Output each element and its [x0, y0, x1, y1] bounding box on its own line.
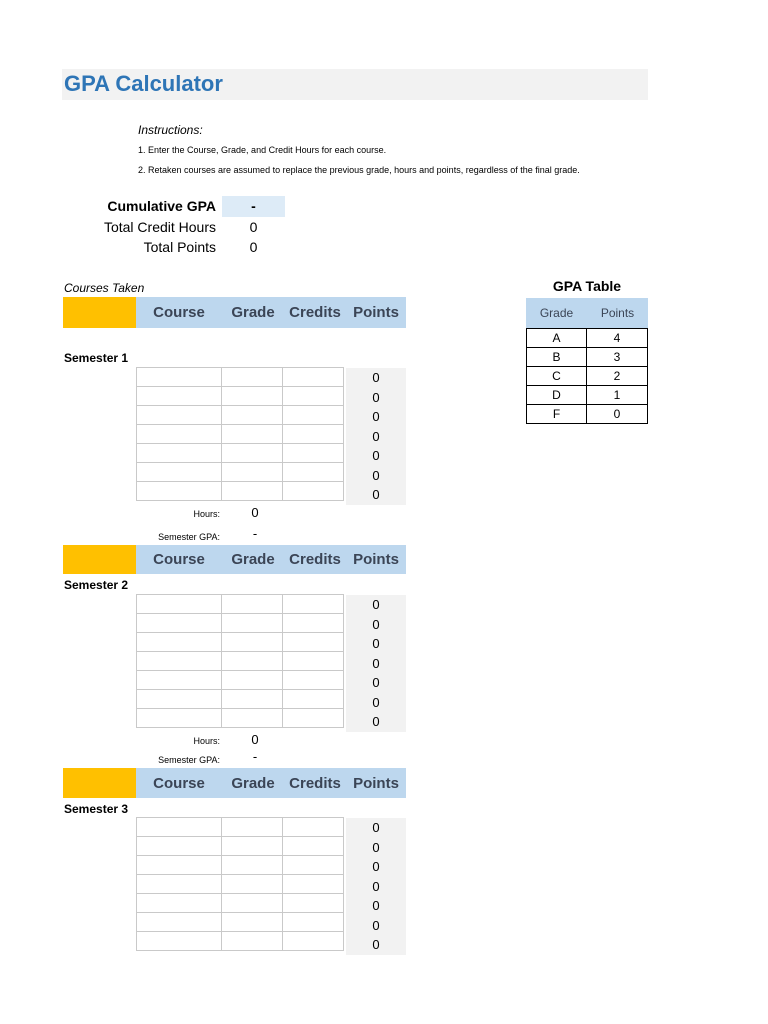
total-points-value: 0	[249, 239, 258, 255]
credits-cell[interactable]	[283, 671, 344, 690]
column-grade: Grade	[231, 551, 275, 568]
column-credits: Credits	[289, 304, 341, 321]
table-row	[137, 837, 344, 856]
grade-cell: D	[527, 386, 587, 405]
gpa-table-row	[527, 348, 648, 367]
points-cell: 0	[372, 487, 380, 502]
grade-cell[interactable]	[222, 463, 283, 482]
course-cell[interactable]	[137, 690, 222, 709]
table-row	[137, 425, 344, 444]
table-row	[137, 875, 344, 894]
table-row	[137, 652, 344, 671]
semester-label: Semester 2	[64, 578, 129, 592]
column-credits: Credits	[289, 774, 341, 792]
course-entry-grid	[136, 594, 344, 728]
table-row	[137, 690, 344, 709]
table-row	[137, 671, 344, 690]
course-cell[interactable]	[137, 444, 222, 463]
points-cell: 0	[372, 370, 380, 385]
points-column	[346, 595, 406, 732]
cumulative-gpa-value: -	[251, 198, 256, 214]
table-row	[137, 387, 344, 406]
credits-cell[interactable]	[283, 368, 344, 387]
grade-cell: C	[527, 367, 587, 386]
grade-cell[interactable]	[222, 406, 283, 425]
instruction-line-1: 1. Enter the Course, Grade, and Credit Hours for each course.	[138, 145, 387, 155]
table-row	[137, 894, 344, 913]
points-cell: 0	[372, 917, 380, 933]
course-table-header	[136, 545, 406, 574]
table-row	[137, 932, 344, 951]
course-entry-grid	[136, 367, 344, 501]
table-row	[137, 633, 344, 652]
points-cell: 0	[372, 389, 380, 405]
course-cell[interactable]	[137, 406, 222, 425]
points-column	[346, 818, 406, 955]
grade-cell[interactable]	[222, 444, 283, 463]
credits-cell[interactable]	[283, 894, 344, 913]
grade-cell[interactable]	[222, 875, 283, 894]
credits-cell[interactable]	[283, 837, 344, 856]
grade-cell[interactable]	[222, 894, 283, 913]
gpa-table-title: GPA Table	[552, 278, 622, 294]
grade-cell: B	[527, 348, 587, 367]
table-row	[137, 709, 344, 728]
table-row	[137, 444, 344, 463]
points-cell: 0	[372, 636, 380, 651]
hours-label: Hours:	[193, 736, 220, 746]
points-cell: 0	[372, 898, 380, 913]
grade-cell: A	[527, 329, 587, 348]
grade-cell[interactable]	[222, 671, 283, 690]
credits-cell[interactable]	[283, 652, 344, 671]
points-column	[346, 368, 406, 505]
grade-cell: F	[527, 405, 587, 424]
course-cell[interactable]	[137, 463, 222, 482]
grade-cell[interactable]	[222, 368, 283, 387]
header-accent-cell	[63, 768, 136, 798]
gpa-table-row	[527, 329, 648, 348]
table-row	[137, 595, 344, 614]
hours-value: 0	[251, 732, 259, 747]
points-cell: 0	[372, 859, 380, 874]
course-cell[interactable]	[137, 709, 222, 728]
credits-cell[interactable]	[283, 463, 344, 482]
gpa-table-row	[527, 405, 648, 424]
points-cell: 0	[372, 694, 380, 710]
points-value-cell: 0	[587, 405, 648, 424]
points-value-cell: 1	[587, 386, 648, 405]
credits-cell[interactable]	[283, 387, 344, 406]
grade-cell[interactable]	[222, 913, 283, 932]
course-cell[interactable]	[137, 425, 222, 444]
course-cell[interactable]	[137, 482, 222, 501]
credits-cell[interactable]	[283, 633, 344, 652]
points-cell: 0	[372, 878, 380, 894]
points-cell: 0	[372, 839, 380, 855]
gpa-table-row	[527, 367, 648, 386]
course-table-header	[136, 768, 406, 798]
grade-cell[interactable]	[222, 856, 283, 875]
grade-cell[interactable]	[222, 652, 283, 671]
semester-gpa-value: -	[252, 749, 258, 764]
course-cell[interactable]	[137, 633, 222, 652]
credits-cell[interactable]	[283, 690, 344, 709]
courses-taken-label: Courses Taken	[64, 281, 145, 295]
points-cell: 0	[372, 597, 380, 612]
column-grade: Grade	[231, 774, 275, 792]
semester-gpa-value: -	[252, 526, 258, 541]
course-cell[interactable]	[137, 894, 222, 913]
gpa-table-grade-header: Grade	[539, 306, 574, 320]
credits-cell[interactable]	[283, 482, 344, 501]
semester-gpa-label: Semester GPA:	[158, 532, 220, 542]
credits-cell[interactable]	[283, 444, 344, 463]
column-points: Points	[353, 304, 399, 321]
grade-cell[interactable]	[222, 482, 283, 501]
instruction-line-2: 2. Retaken courses are assumed to replace the previous grade, hours and points, regardless of the final grade.	[138, 165, 580, 175]
header-accent-cell	[63, 545, 136, 574]
points-value-cell: 3	[587, 348, 648, 367]
column-course: Course	[153, 304, 205, 321]
course-cell[interactable]	[137, 837, 222, 856]
points-cell: 0	[372, 428, 380, 444]
column-credits: Credits	[289, 551, 341, 568]
points-value-cell: 2	[587, 367, 648, 386]
credits-cell[interactable]	[283, 932, 344, 951]
page-title: GPA Calculator	[64, 71, 223, 96]
credits-cell[interactable]	[283, 595, 344, 614]
credits-cell[interactable]	[283, 406, 344, 425]
table-row	[137, 463, 344, 482]
points-cell: 0	[372, 820, 380, 835]
credits-cell[interactable]	[283, 913, 344, 932]
grade-cell[interactable]	[222, 387, 283, 406]
credits-cell[interactable]	[283, 875, 344, 894]
table-row	[137, 406, 344, 425]
course-cell[interactable]	[137, 932, 222, 951]
gpa-table-points-header: Points	[600, 306, 635, 320]
course-cell[interactable]	[137, 913, 222, 932]
points-value-cell: 4	[587, 329, 648, 348]
gpa-table-header	[526, 298, 648, 328]
hours-label: Hours:	[193, 509, 220, 519]
hours-value: 0	[251, 505, 259, 520]
points-cell: 0	[372, 675, 380, 690]
course-cell[interactable]	[137, 614, 222, 633]
points-cell: 0	[372, 448, 380, 463]
semester-gpa-label: Semester GPA:	[158, 755, 220, 765]
course-entry-grid	[136, 817, 344, 951]
course-cell[interactable]	[137, 856, 222, 875]
total-points-label: Total Points	[143, 239, 216, 255]
course-cell[interactable]	[137, 818, 222, 837]
table-row	[137, 482, 344, 501]
credits-cell[interactable]	[283, 818, 344, 837]
header-accent-cell	[63, 297, 136, 328]
column-course: Course	[153, 551, 205, 568]
grade-cell[interactable]	[222, 932, 283, 951]
table-row	[137, 818, 344, 837]
points-cell: 0	[372, 467, 380, 483]
table-row	[137, 368, 344, 387]
points-cell: 0	[372, 616, 380, 632]
credits-cell[interactable]	[283, 709, 344, 728]
credits-cell[interactable]	[283, 425, 344, 444]
grade-cell[interactable]	[222, 425, 283, 444]
points-cell: 0	[372, 714, 380, 729]
column-course: Course	[153, 774, 205, 792]
semester-label: Semester 1	[64, 351, 129, 365]
points-cell: 0	[372, 655, 380, 671]
course-cell[interactable]	[137, 875, 222, 894]
course-cell[interactable]	[137, 671, 222, 690]
credits-cell[interactable]	[283, 856, 344, 875]
course-cell[interactable]	[137, 595, 222, 614]
grade-cell[interactable]	[222, 818, 283, 837]
column-grade: Grade	[231, 304, 275, 321]
gpa-table-row	[527, 386, 648, 405]
course-cell[interactable]	[137, 387, 222, 406]
course-cell[interactable]	[137, 652, 222, 671]
grade-cell[interactable]	[222, 709, 283, 728]
points-cell: 0	[372, 937, 380, 952]
grade-cell[interactable]	[222, 690, 283, 709]
course-table-header	[136, 297, 406, 328]
table-row	[137, 856, 344, 875]
points-cell: 0	[372, 409, 380, 424]
credits-cell[interactable]	[283, 614, 344, 633]
column-points: Points	[353, 551, 399, 568]
gpa-table	[526, 328, 648, 424]
cumulative-gpa-label: Cumulative GPA	[107, 198, 216, 214]
semester-label: Semester 3	[64, 802, 129, 816]
grade-cell[interactable]	[222, 633, 283, 652]
table-row	[137, 614, 344, 633]
grade-cell[interactable]	[222, 595, 283, 614]
grade-cell[interactable]	[222, 614, 283, 633]
instructions-heading: Instructions:	[138, 123, 203, 137]
course-cell[interactable]	[137, 368, 222, 387]
column-points: Points	[353, 774, 399, 792]
table-row	[137, 913, 344, 932]
grade-cell[interactable]	[222, 837, 283, 856]
total-credit-hours-label: Total Credit Hours	[103, 219, 216, 235]
total-credit-hours-value: 0	[249, 219, 258, 235]
